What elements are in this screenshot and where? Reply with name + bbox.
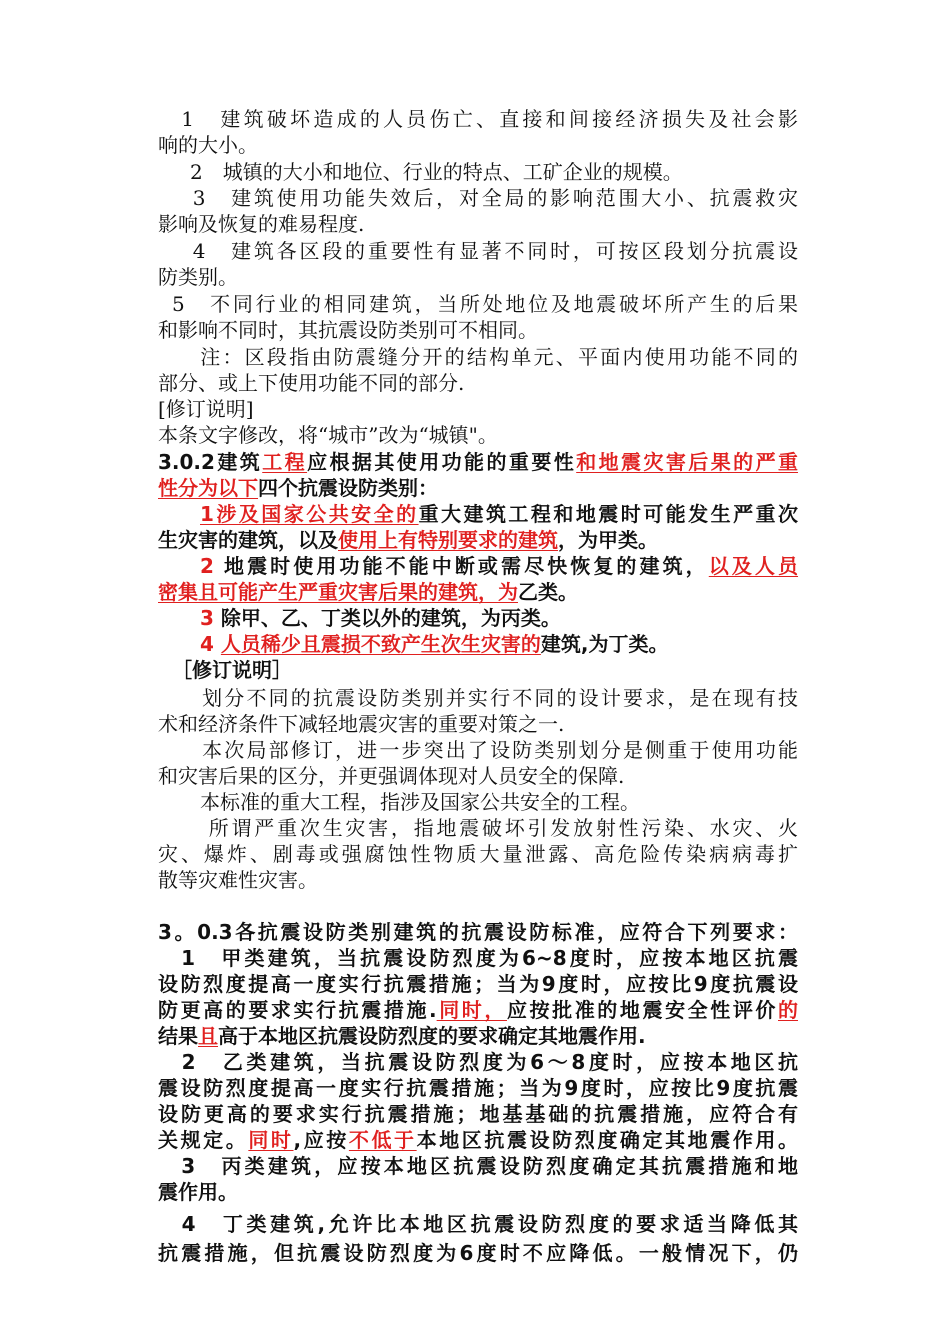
category-item: 4 人员稀少且震损不致产生次生灾害的建筑,为丁类。 [200,632,669,656]
category-item: 3 除甲、乙、丁类以外的建筑，为丙类。 [200,606,561,630]
explanation-line: 本标准的重大工程，指涉及国家公共安全的工程。 [180,790,640,814]
text-line: 3 建筑使用功能失效后，对全局的影响范围大小、抗震救灾 [170,186,798,210]
explanation-line: 散等灾难性灾害。 [158,868,318,892]
text-line: 防类别。 [158,265,238,289]
clause-line: 4 丁类建筑,允许比本地区抗震设防烈度的要求适当降低其 [158,1212,798,1236]
explanation-line: 术和经济条件下减轻地震灾害的重要对策之一. [158,712,565,736]
clause-heading: 3.0.2建筑工程应根据其使用功能的重要性和地震灾害后果的严重 [158,450,799,474]
clause-line: 防更高的要求实行抗震措施.同时，应按批准的地震安全性评价的 [158,998,798,1022]
revision-heading: [修订说明] [158,397,254,421]
explanation-line: 和灾害后果的区分，并更强调体现对人员安全的保障. [158,764,625,788]
text-line: 和影响不同时，其抗震设防类别可不相同。 [158,318,538,342]
category-item: 密集且可能产生严重灾害后果的建筑，为乙类。 [158,580,578,604]
note-line: 注：区段指由防震缝分开的结构单元、平面内使用功能不同的 [178,345,798,369]
clause-line: 设防烈度提高一度实行抗震措施；当为9度时，应按比9度抗震设 [158,972,798,996]
text-line: 5 不同行业的相同建筑，当所处地位及地震破坏所产生的后果 [172,292,798,316]
clause-line: 结果且高于本地区抗震设防烈度的要求确定其地震作用. [158,1024,646,1048]
text-line: 1 建筑破坏造成的人员伤亡、直接和间接经济损失及社会影 [158,107,798,131]
clause-line: 3 丙类建筑，应按本地区抗震设防烈度确定其抗震措施和地 [158,1154,798,1178]
explanation-line: 灾、爆炸、剧毒或强腐蚀性物质大量泄露、高危险传染病病毒扩 [158,842,798,866]
category-item: 生灾害的建筑，以及使用上有特别要求的建筑，为甲类。 [158,528,658,552]
clause-line: 抗震措施，但抗震设防烈度为6度时不应降低。一般情况下，仍 [158,1241,798,1265]
revision-text: 本条文字修改，将“城市”改为“城镇"。 [158,423,498,447]
clause-line: 2 乙类建筑，当抗震设防烈度为6～8度时，应按本地区抗 [158,1050,798,1074]
explanation-line: 划分不同的抗震设防类别并实行不同的设计要求，是在现有技 [180,686,798,710]
note-line: 部分、或上下使用功能不同的部分. [158,371,465,395]
clause-line: 震作用。 [158,1180,238,1204]
clause-heading: 3。0.3各抗震设防类别建筑的抗震设防标准，应符合下列要求： [158,920,798,944]
clause-line: 1 甲类建筑，当抗震设防烈度为6~8度时，应按本地区抗震 [158,946,798,970]
category-item: 1涉及国家公共安全的重大建筑工程和地震时可能发生严重次 [200,502,798,526]
explanation-line: 本次局部修订，进一步突出了设防类别划分是侧重于使用功能 [180,738,798,762]
clause-line: 震设防烈度提高一度实行抗震措施；当为9度时，应按比9度抗震 [158,1076,798,1100]
clause-heading: 性分为以下四个抗震设防类别： [158,476,438,500]
category-item: 2 地震时使用功能不能中断或需尽快恢复的建筑，以及人员 [200,554,799,578]
explanation-line: 所谓严重次生灾害，指地震破坏引发放射性污染、水灾、火 [186,816,798,840]
text-line: 影响及恢复的难易程度. [158,212,365,236]
clause-line: 设防更高的要求实行抗震措施；地基基础的抗震措施，应符合有 [158,1102,798,1126]
text-line: 4 建筑各区段的重要性有显著不同时，可按区段划分抗震设 [170,239,798,263]
text-line: 响的大小。 [158,133,258,157]
clause-line: 关规定。同时,应按不低于本地区抗震设防烈度确定其地震作用。 [158,1128,799,1152]
revision-heading: ［修订说明］ [172,658,292,682]
text-line: 2 城镇的大小和地位、行业的特点、工矿企业的规模。 [170,160,683,184]
